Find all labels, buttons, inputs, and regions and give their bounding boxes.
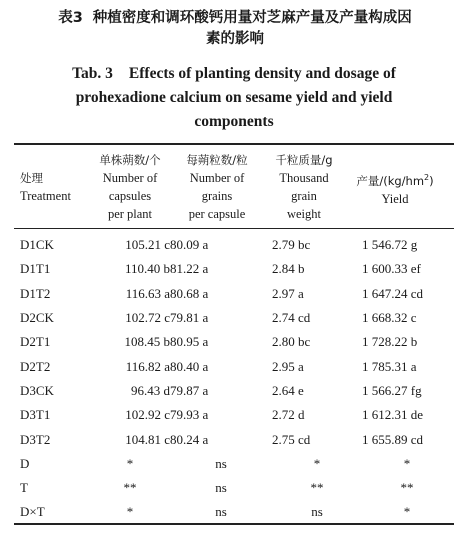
table-title-chinese-line1: 种植密度和调环酸钙用量对芝麻产量及产量构成因 xyxy=(92,10,412,26)
cell-grains: ns xyxy=(215,480,227,496)
cell-grains: 80.95 a xyxy=(170,334,209,350)
table-title-english-line2: prohexadione calcium on sesame yield and yield xyxy=(75,89,393,106)
table-title-english-line3: components xyxy=(194,113,274,130)
column-header-thousand-grain-weight xyxy=(263,151,345,223)
table-title-english-line1: Effects of planting density and dosage of xyxy=(128,65,396,82)
column-header-en: weight xyxy=(286,207,322,221)
column-header-en: grain xyxy=(291,189,317,203)
cell-treatment: D1T1 xyxy=(20,261,51,277)
cell-capsules: 102.92 c xyxy=(125,407,170,423)
column-header-zh: 单株蒴数/个 xyxy=(99,153,161,167)
cell-grains: ns xyxy=(215,455,227,471)
table-header-rule xyxy=(14,228,454,229)
column-header-zh: 千粒质量/g xyxy=(275,153,333,167)
column-header-zh: 每蒴粒数/粒 xyxy=(186,153,248,167)
table-row xyxy=(20,257,452,281)
cell-capsules: 116.63 a xyxy=(125,285,170,301)
cell-capsules: * xyxy=(126,455,134,471)
table-row xyxy=(20,379,452,403)
cell-thousand-grain-weight: 2.97 a xyxy=(272,285,304,301)
column-header-en: Treatment xyxy=(20,189,71,203)
cell-thousand-grain-weight: 2.72 d xyxy=(272,407,305,423)
column-header-grains xyxy=(175,151,259,223)
cell-thousand-grain-weight: 2.74 cd xyxy=(272,310,311,326)
column-header-en: per plant xyxy=(107,207,153,221)
table-top-rule xyxy=(14,143,454,145)
table-label-chinese: 表3 xyxy=(58,10,83,26)
table-caption-chinese xyxy=(20,8,450,50)
cell-grains: 80.09 a xyxy=(170,237,209,253)
table-title-chinese-line2: 素的影响 xyxy=(206,31,264,47)
table-row xyxy=(20,500,452,524)
table-label-english: Tab. 3 xyxy=(72,65,113,82)
cell-grains: 80.40 a xyxy=(170,358,209,374)
cell-treatment: D1CK xyxy=(20,237,54,253)
cell-thousand-grain-weight: ** xyxy=(310,480,324,496)
column-header-en: per capsule xyxy=(188,207,246,221)
table-row xyxy=(20,282,452,306)
cell-treatment: D2CK xyxy=(20,310,54,326)
cell-yield: 1 647.24 cd xyxy=(362,285,424,301)
cell-treatment: D3T1 xyxy=(20,407,51,423)
cell-yield: 1 566.27 fg xyxy=(362,382,422,398)
table-row xyxy=(20,330,452,354)
cell-treatment: D3CK xyxy=(20,382,54,398)
table-bottom-rule xyxy=(14,523,454,525)
yield-unit-superscript: 2 xyxy=(424,173,430,182)
table-row xyxy=(20,233,452,257)
column-header-zh: 处理 xyxy=(20,171,43,185)
column-header-yield xyxy=(345,169,445,208)
cell-thousand-grain-weight: 2.84 b xyxy=(272,261,305,277)
cell-treatment: D3T2 xyxy=(20,431,51,447)
column-header-en: Thousand xyxy=(279,171,329,185)
cell-capsules: 110.40 b xyxy=(124,261,170,277)
cell-treatment: D2T2 xyxy=(20,358,51,374)
column-header-treatment xyxy=(20,169,90,205)
table-row xyxy=(20,354,452,378)
cell-grains: ns xyxy=(215,504,227,520)
cell-grains: 80.24 a xyxy=(170,431,209,447)
cell-capsules: 102.72 c xyxy=(125,310,170,326)
column-header-en: Yield xyxy=(381,191,409,206)
cell-treatment: D xyxy=(20,455,30,471)
cell-yield: 1 546.72 g xyxy=(362,237,418,253)
cell-capsules: 116.82 a xyxy=(125,358,170,374)
yield-unit-tail: ) xyxy=(429,173,434,188)
column-header-en: Number of xyxy=(189,171,245,185)
table-row xyxy=(20,403,452,427)
cell-capsules: * xyxy=(126,504,134,520)
cell-yield: 1 668.32 c xyxy=(362,310,417,326)
cell-capsules: 105.21 c xyxy=(125,237,170,253)
cell-treatment: D×T xyxy=(20,504,45,520)
cell-thousand-grain-weight: 2.79 bc xyxy=(272,237,311,253)
cell-grains: 80.68 a xyxy=(170,285,209,301)
cell-yield: 1 728.22 b xyxy=(362,334,418,350)
cell-grains: 79.93 a xyxy=(170,407,209,423)
column-header-en: Number of xyxy=(102,171,158,185)
cell-capsules: 96.43 d xyxy=(131,382,170,398)
cell-yield: 1 600.33 ef xyxy=(362,261,421,277)
cell-grains: 81.22 a xyxy=(170,261,209,277)
cell-capsules: 104.81 c xyxy=(125,431,170,447)
cell-yield: ** xyxy=(400,480,414,496)
table-row xyxy=(20,452,452,476)
column-header-zh xyxy=(345,169,445,190)
cell-grains: 79.81 a xyxy=(170,310,209,326)
cell-treatment: T xyxy=(20,480,28,496)
column-header-en: grains xyxy=(201,189,233,203)
cell-capsules: ** xyxy=(123,480,137,496)
cell-yield: * xyxy=(403,455,411,471)
cell-thousand-grain-weight: * xyxy=(313,455,321,471)
cell-thousand-grain-weight: 2.64 e xyxy=(272,382,304,398)
cell-yield: 1 655.89 cd xyxy=(362,431,424,447)
cell-treatment: D1T2 xyxy=(20,285,51,301)
cell-yield: * xyxy=(403,504,411,520)
yield-unit-text: 产量/(kg/hm xyxy=(356,173,425,188)
table-row xyxy=(20,306,452,330)
cell-yield: 1 785.31 a xyxy=(362,358,417,374)
cell-thousand-grain-weight: 2.80 bc xyxy=(272,334,311,350)
table-row xyxy=(20,476,452,500)
table-body xyxy=(20,233,452,525)
cell-treatment: D2T1 xyxy=(20,334,51,350)
cell-thousand-grain-weight: 2.75 cd xyxy=(272,431,311,447)
cell-capsules: 108.45 b xyxy=(124,334,170,350)
data-table xyxy=(20,233,452,525)
table-caption-english xyxy=(12,62,456,134)
cell-grains: 79.87 a xyxy=(170,382,209,398)
column-header-capsules xyxy=(90,151,170,223)
cell-yield: 1 612.31 de xyxy=(362,407,424,423)
cell-thousand-grain-weight: 2.95 a xyxy=(272,358,304,374)
cell-thousand-grain-weight: ns xyxy=(311,504,323,520)
column-header-en: capsules xyxy=(108,189,152,203)
table-row xyxy=(20,427,452,451)
